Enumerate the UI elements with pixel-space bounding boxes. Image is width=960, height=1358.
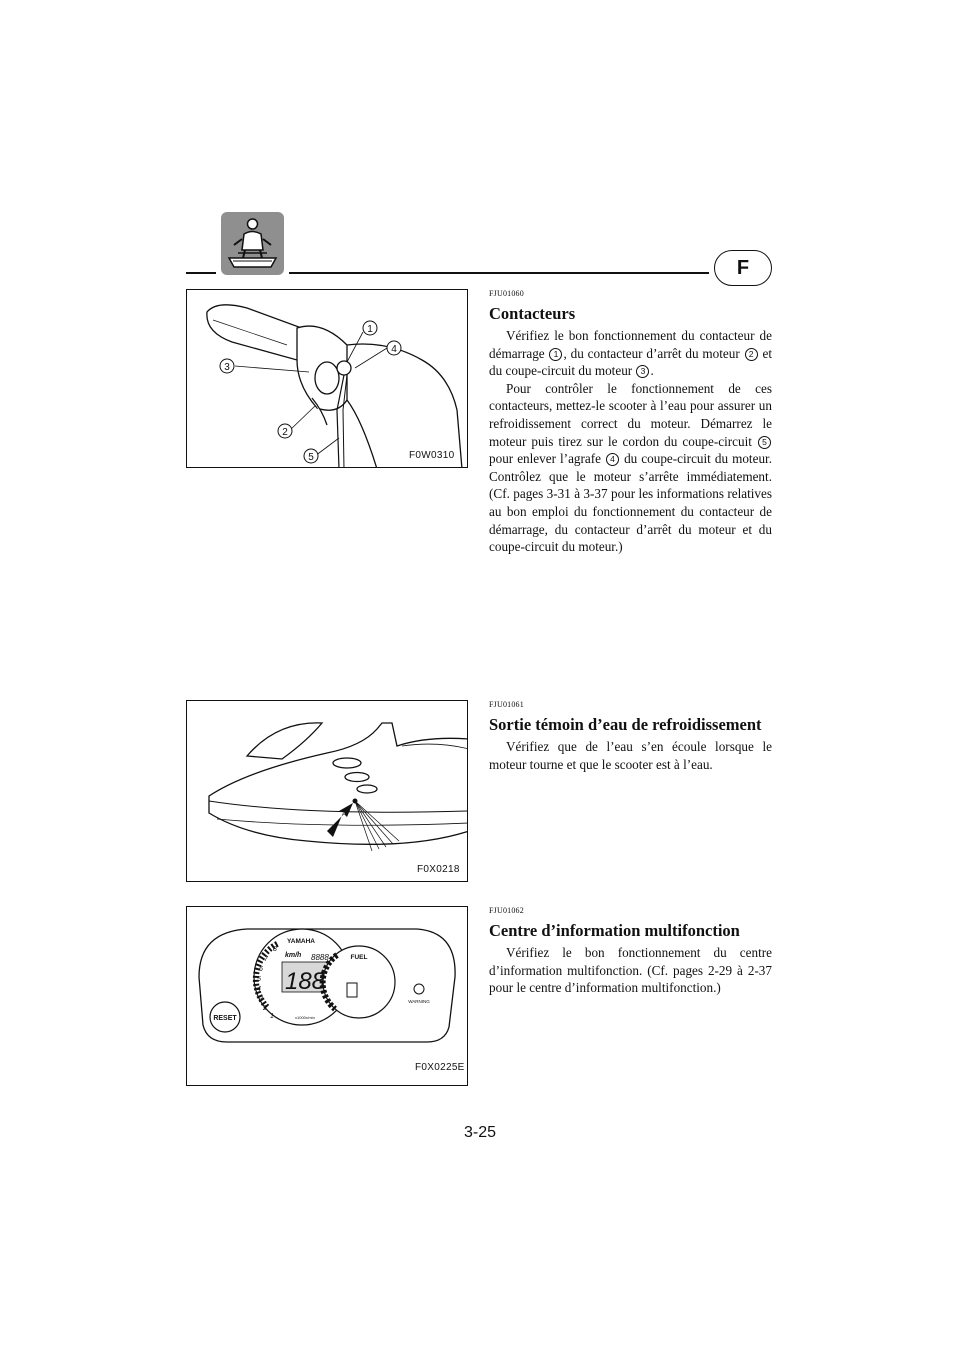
callout-ref: 5 [758, 436, 771, 449]
callout-ref: 1 [549, 348, 562, 361]
brand-text: YAMAHA [287, 938, 315, 945]
callout-ref: 2 [745, 348, 758, 361]
text-run: , du contacteur d’arrêt du moteur [563, 345, 744, 361]
page-number: 3-25 [463, 1124, 497, 1141]
section-code: FJU01060 [489, 289, 524, 298]
language-badge: F [714, 250, 772, 286]
gauge-tick-8: 8 [273, 946, 277, 953]
dashboard-illustration [187, 907, 468, 1086]
gauge-tick-1: 1 [270, 1013, 274, 1020]
callout-ref: 3 [636, 365, 649, 378]
section-code: FJU01061 [489, 700, 524, 709]
jet-ski-rider-icon [221, 212, 284, 275]
figure-label: F0W0310 [409, 450, 455, 461]
gauge-tick-4: 4 [257, 986, 261, 993]
warning-lamp [414, 984, 424, 994]
handlebar-illustration [187, 290, 468, 468]
info-center-figure [186, 906, 468, 1086]
jet-ski-illustration [187, 701, 468, 882]
gauge-tick-7: 7 [264, 956, 268, 963]
callout-3-text: 3 [224, 362, 230, 373]
text-run: Pour contrôler le fonctionnement de ces contacteurs, mettez-le scooter à l’eau pour assurer un refroidissement correct du moteur. Démarrez le moteur puis tirez sur le cordon du coupe-circuit [489, 380, 772, 449]
section-title: Sortie témoin d’eau de refroidissement [489, 715, 762, 734]
speed-unit: km/h [285, 952, 302, 959]
odometer: 8888 [311, 953, 329, 962]
header-rule [289, 272, 709, 274]
section-sortie-temoin [489, 700, 772, 773]
text-run: Vérifiez le bon fonctionnement du contacteur de démarrage [489, 328, 772, 361]
cooling-water-outlet-figure [186, 700, 468, 882]
rpm-label: x1000r/min [295, 1015, 315, 1020]
figure-label: F0X0225E [415, 1062, 465, 1073]
text-run: pour enlever l’agrafe [489, 451, 606, 467]
gauge-tick-2: 2 [263, 1005, 267, 1012]
fuel-label: FUEL [350, 954, 368, 961]
text-run: du coupe-circuit du moteur. Contrôlez que le moteur s’arrête immédiatement. (Cf. pages 3-31 à 3-37 pour les informations relatives au bon emploi du fonctionnement du contacteur de démarrage, du contacteur d’arrêt du moteur et du coupe-circuit du moteur.) [489, 451, 772, 555]
callout-4-text: 4 [391, 344, 397, 355]
paragraph: Vérifiez le bon fonctionnement du centre d’information multifonction. (Cf. pages 2-29 à 2-37 pour le centre d’information multifonction.) [489, 945, 772, 996]
callout-1-text: 1 [367, 324, 373, 335]
text-run: . [650, 363, 654, 379]
section-title: Centre d’information multifonction [489, 921, 740, 940]
section-centre-information [489, 906, 772, 997]
header-rule [186, 272, 216, 274]
section-code: FJU01062 [489, 906, 524, 915]
callout-2-text: 2 [282, 427, 288, 438]
figure-label: F0X0218 [417, 864, 460, 875]
gauge-tick-6: 6 [259, 966, 263, 973]
paragraph [489, 327, 772, 380]
speed-digits: 188 [284, 968, 326, 995]
handlebar-switch-figure [186, 289, 468, 468]
text-run: et du coupe-circuit du moteur [489, 345, 772, 379]
warning-label: WARNING [408, 999, 430, 1004]
section-contacteurs [489, 289, 772, 556]
callout-ref: 4 [606, 453, 619, 466]
paragraph [489, 380, 772, 556]
callout-5-text: 5 [308, 452, 314, 463]
section-title: Contacteurs [489, 304, 576, 323]
gauge-tick-3: 3 [259, 996, 263, 1003]
gauge-tick-5: 5 [257, 976, 261, 983]
reset-label: RESET [213, 1015, 237, 1022]
paragraph: Vérifiez que de l’eau s’en écoule lorsque le moteur tourne et que le scooter est à l’eau. [489, 739, 772, 772]
